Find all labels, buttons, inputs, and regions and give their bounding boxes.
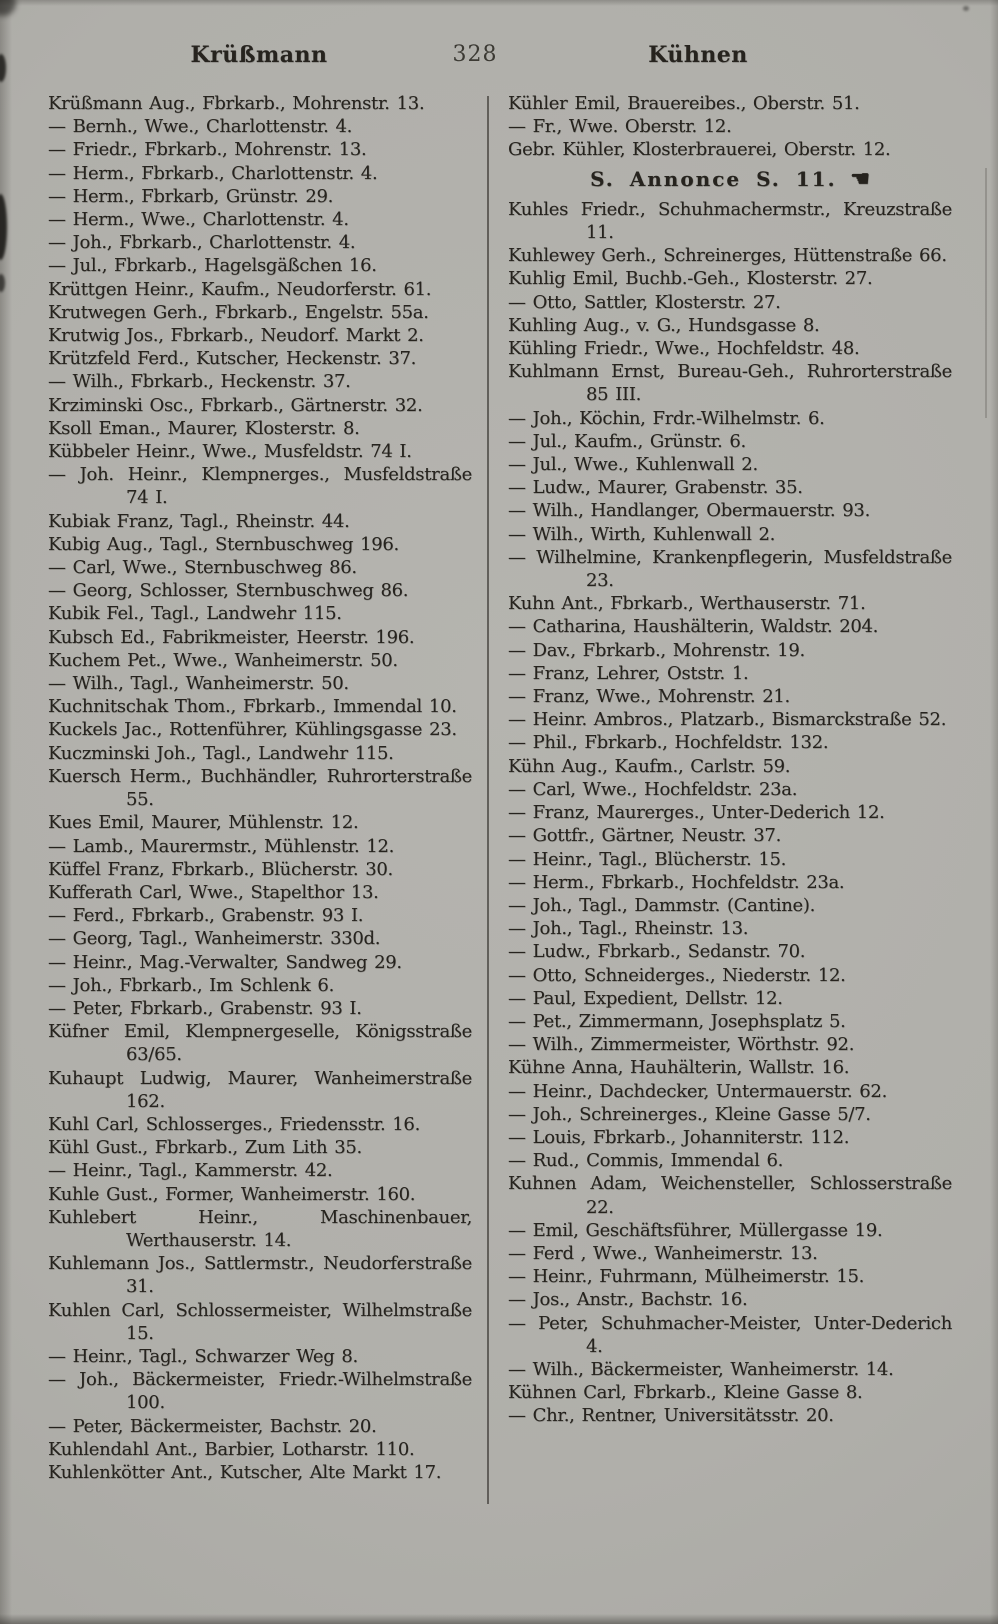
- directory-entry: — Georg, Schlosser, Sternbuschweg 86.: [48, 580, 409, 602]
- directory-entry: — Rud., Commis, Immendal 6.: [508, 1150, 784, 1172]
- directory-entry: — Chr., Rentner, Universitätsstr. 20.: [508, 1405, 834, 1427]
- directory-entry: — Jos., Anstr., Bachstr. 16.: [508, 1289, 748, 1311]
- directory-entry: — Ludw., Maurer, Grabenstr. 35.: [508, 477, 803, 499]
- directory-entry: — Wilhelmine, Krankenpflegerin, Musfeldstraße 23.: [508, 546, 952, 592]
- directory-entry: Kühnen Carl, Fbrkarb., Kleine Gasse 8.: [508, 1382, 863, 1404]
- directory-entry: — Friedr., Fbrkarb., Mohrenstr. 13.: [48, 139, 367, 161]
- directory-entry: — Heinr., Tagl., Schwarzer Weg 8.: [48, 1345, 358, 1367]
- directory-entry: — Phil., Fbrkarb., Hochfeldstr. 132.: [508, 732, 829, 754]
- directory-entry: — Heinr., Tagl., Kammerstr. 42.: [48, 1160, 333, 1182]
- directory-entry: Kuckels Jac., Rottenführer, Kühlingsgasse 23.: [48, 719, 457, 741]
- directory-entry: Kühling Friedr., Wwe., Hochfeldstr. 48.: [508, 338, 860, 360]
- directory-entry: Kufferath Carl, Wwe., Stapelthor 13.: [48, 881, 379, 903]
- directory-entry: — Ferd., Fbrkarb., Grabenstr. 93 I.: [48, 905, 364, 927]
- page-number: 328: [452, 42, 498, 67]
- directory-entry: — Ferd , Wwe., Wanheimerstr. 13.: [508, 1242, 818, 1264]
- directory-entry: — Franz, Wwe., Mohrenstr. 21.: [508, 686, 790, 708]
- directory-entry: — Wilh., Handlanger, Obermauerstr. 93.: [508, 500, 871, 522]
- directory-entry: — Paul, Expedient, Dellstr. 12.: [508, 987, 783, 1009]
- directory-entry: — Dav., Fbrkarb., Mohrenstr. 19.: [508, 639, 805, 661]
- manicule-left-icon: ☚: [836, 165, 870, 192]
- directory-entry: Kübbeler Heinr., Wwe., Musfeldstr. 74 I.: [48, 441, 412, 463]
- directory-entry: Kuczminski Joh., Tagl., Landwehr 115.: [48, 742, 394, 764]
- scan-edge-shadow-top: [0, 0, 998, 6]
- directory-entry: Kuhlig Emil, Buchb.-Geh., Klosterstr. 27.: [508, 268, 873, 290]
- directory-entry: Kühne Anna, Hauhälterin, Wallstr. 16.: [508, 1057, 850, 1079]
- column-divider-rule: [487, 96, 489, 1504]
- directory-entry: Kuhaupt Ludwig, Maurer, Wanheimerstraße 162.: [48, 1067, 472, 1112]
- directory-entry: — Peter, Fbrkarb., Grabenstr. 93 I.: [48, 997, 362, 1019]
- directory-entry: Kuhlendahl Ant., Barbier, Lotharstr. 110.: [48, 1438, 415, 1460]
- directory-entry: Kuhl Carl, Schlosserges., Friedensstr. 16.: [48, 1113, 421, 1135]
- directory-entry: — Joh., Schreinerges., Kleine Gasse 5/7.: [508, 1103, 871, 1125]
- directory-entry: Kuhlenkötter Ant., Kutscher, Alte Markt 17.: [48, 1461, 442, 1483]
- directory-entry: Kühn Aug., Kaufm., Carlstr. 59.: [508, 755, 791, 777]
- directory-entry: — Joh., Bäckermeister, Friedr.-Wilhelmstraße 100.: [48, 1369, 472, 1414]
- directory-entry: — Heinr., Fuhrmann, Mülheimerstr. 15.: [508, 1266, 865, 1288]
- directory-entry: Krüßmann Aug., Fbrkarb., Mohrenstr. 13.: [48, 93, 425, 114]
- directory-entry: Kuersch Herm., Buchhändler, Ruhrorterstraße 55.: [48, 765, 472, 811]
- directory-entry: — Joh., Tagl., Rheinstr. 13.: [508, 918, 749, 940]
- directory-entry: Krützfeld Ferd., Kutscher, Heckenstr. 37.: [48, 348, 417, 370]
- directory-entry: — Heinr. Ambros., Platzarb., Bismarckstraße 52.: [508, 709, 947, 731]
- directory-entry: — Heinr., Dachdecker, Untermauerstr. 62.: [508, 1080, 888, 1102]
- directory-entry: — Herm., Fbrkarb, Grünstr. 29.: [48, 185, 334, 207]
- scan-smudge: [963, 6, 969, 11]
- directory-entry: — Gottfr., Gärtner, Neustr. 37.: [508, 825, 781, 847]
- directory-entry: Kuhles Friedr., Schuhmachermstr., Kreuzstraße 11.: [508, 198, 952, 244]
- directory-entry: — Ludw., Fbrkarb., Sedanstr. 70.: [508, 941, 806, 963]
- page-header: [0, 42, 998, 72]
- directory-entry: Kubiak Franz, Tagl., Rheinstr. 44.: [48, 510, 350, 532]
- directory-entry: Ksoll Eman., Maurer, Klosterstr. 8.: [48, 417, 360, 439]
- directory-entry: Kuhlmann Ernst, Bureau-Geh., Ruhrorterstraße 85 III.: [508, 361, 952, 406]
- directory-entry: — Fr., Wwe. Oberstr. 12.: [508, 116, 732, 138]
- directory-entry: — Wilh., Fbrkarb., Heckenstr. 37.: [48, 371, 351, 393]
- directory-entry: — Jul., Wwe., Kuhlenwall 2.: [508, 454, 758, 476]
- directory-entry: — Catharina, Haushälterin, Waldstr. 204.: [508, 616, 879, 638]
- directory-entry: Kubig Aug., Tagl., Sternbuschweg 196.: [48, 533, 399, 555]
- scan-page-edge-line: [985, 168, 987, 418]
- directory-entry: — Louis, Fbrkarb., Johanniterstr. 112.: [508, 1126, 850, 1148]
- directory-entry: — Herm., Fbrkarb., Hochfeldstr. 23a.: [508, 871, 845, 893]
- directory-entry: Krutwig Jos., Fbrkarb., Neudorf. Markt 2.: [48, 325, 424, 347]
- directory-entry: — Wilh., Tagl., Wanheimerstr. 50.: [48, 673, 349, 695]
- guide-word-left: Krüßmann: [190, 42, 328, 68]
- directory-entry: Krziminski Osc., Fbrkarb., Gärtnerstr. 32.: [48, 394, 423, 416]
- directory-entry: — Franz, Lehrer, Oststr. 1.: [508, 662, 749, 684]
- directory-entry: — Wilh., Wirth, Kuhlenwall 2.: [508, 523, 776, 545]
- directory-entry: Kubik Fel., Tagl., Landwehr 115.: [48, 603, 342, 625]
- directory-entry: Kuhn Ant., Fbrkarb., Werthauserstr. 71.: [508, 593, 866, 615]
- scan-edge-shadow-right: [990, 0, 998, 1624]
- directory-entry: Kuchem Pet., Wwe., Wanheimerstr. 50.: [48, 649, 398, 671]
- directory-entry: Kuhlen Carl, Schlossermeister, Wilhelmstraße 15.: [48, 1299, 472, 1344]
- directory-entry: — Bernh., Wwe., Charlottenstr. 4.: [48, 116, 353, 138]
- directory-entry: — Joh., Fbrkarb., Charlottenstr. 4.: [48, 232, 356, 254]
- directory-entry: Kubsch Ed., Fabrikmeister, Heerstr. 196.: [48, 626, 415, 648]
- directory-entry: Krutwegen Gerh., Fbrkarb., Engelstr. 55a.: [48, 301, 429, 323]
- annonce-reference: [508, 165, 952, 192]
- directory-entry: — Joh. Heinr., Klempnerges., Musfeldstraße 74 I.: [48, 464, 472, 509]
- directory-entry: — Carl, Wwe., Hochfeldstr. 23a.: [508, 778, 798, 800]
- directory-entry: Küfner Emil, Klempnergeselle, Königsstraße 63/65.: [48, 1021, 472, 1066]
- directory-entry: Kuhle Gust., Former, Wanheimerstr. 160.: [48, 1183, 416, 1205]
- directory-entry: — Peter, Schuhmacher-Meister, Unter-Dederich 4.: [508, 1312, 952, 1357]
- directory-entry: — Georg, Tagl., Wanheimerstr. 330d.: [48, 928, 381, 950]
- directory-entry: Kues Emil, Maurer, Mühlenstr. 12.: [48, 812, 359, 834]
- directory-entry: Kuhnen Adam, Weichensteller, Schlosserstraße 22.: [508, 1173, 952, 1218]
- directory-entry: — Franz, Maurerges., Unter-Dederich 12.: [508, 802, 885, 824]
- directory-entry: — Joh., Fbrkarb., Im Schlenk 6.: [48, 974, 334, 996]
- directory-entry: — Jul., Fbrkarb., Hagelsgäßchen 16.: [48, 255, 377, 277]
- directory-entry: — Heinr., Mag.-Verwalter, Sandweg 29.: [48, 951, 402, 973]
- directory-entry: — Emil, Geschäftsführer, Müllergasse 19.: [508, 1219, 883, 1241]
- directory-entry: — Herm., Fbrkarb., Charlottenstr. 4.: [48, 162, 378, 184]
- directory-entry: — Carl, Wwe., Sternbuschweg 86.: [48, 557, 357, 579]
- directory-entry: Kühler Emil, Brauereibes., Oberstr. 51.: [508, 93, 860, 114]
- directory-entry: — Pet., Zimmermann, Josephsplatz 5.: [508, 1010, 846, 1032]
- directory-entry: — Herm., Wwe., Charlottenstr. 4.: [48, 209, 349, 231]
- directory-entry: Kuchnitschak Thom., Fbrkarb., Immendal 10.: [48, 696, 457, 718]
- directory-entry: — Joh., Tagl., Dammstr. (Cantine).: [508, 894, 816, 916]
- guide-word-right: Kühnen: [648, 42, 748, 68]
- directory-entry: — Wilh., Zimmermeister, Wörthstr. 92.: [508, 1034, 855, 1056]
- directory-entry: Kühl Gust., Fbrkarb., Zum Lith 35.: [48, 1137, 362, 1159]
- left-column: [48, 92, 472, 1484]
- directory-entry: Krüttgen Heinr., Kaufm., Neudorferstr. 61.: [48, 278, 432, 300]
- directory-entry: — Heinr., Tagl., Blücherstr. 15.: [508, 848, 787, 870]
- directory-entry: Kuhling Aug., v. G., Hundsgasse 8.: [508, 314, 820, 336]
- scan-edge-shadow-bottom: [0, 1614, 998, 1624]
- directory-entry: Küffel Franz, Fbrkarb., Blücherstr. 30.: [48, 858, 393, 880]
- directory-entry: — Peter, Bäckermeister, Bachstr. 20.: [48, 1415, 377, 1437]
- directory-entry: Kuhlebert Heinr., Maschinenbauer, Werthauserstr. 14.: [48, 1206, 472, 1251]
- directory-entry: — Lamb., Maurermstr., Mühlenstr. 12.: [48, 835, 395, 857]
- directory-entry: Gebr. Kühler, Klosterbrauerei, Oberstr. 12.: [508, 139, 891, 161]
- directory-entry: Kuhlewey Gerh., Schreinerges, Hüttenstraße 66.: [508, 245, 947, 267]
- directory-entry: — Otto, Sattler, Klosterstr. 27.: [508, 291, 781, 313]
- right-column: [508, 92, 952, 1428]
- directory-entry: — Jul., Kaufm., Grünstr. 6.: [508, 430, 746, 452]
- directory-entry: — Joh., Köchin, Frdr.-Wilhelmstr. 6.: [508, 407, 825, 429]
- scan-smudge: [0, 0, 16, 16]
- directory-entry: Kuhlemann Jos., Sattlermstr., Neudorferstraße 31.: [48, 1253, 472, 1298]
- directory-entry: — Otto, Schneiderges., Niederstr. 12.: [508, 964, 846, 986]
- annonce-text: S. Annonce S. 11.: [590, 166, 837, 191]
- directory-entry: — Wilh., Bäckermeister, Wanheimerstr. 14.: [508, 1358, 894, 1380]
